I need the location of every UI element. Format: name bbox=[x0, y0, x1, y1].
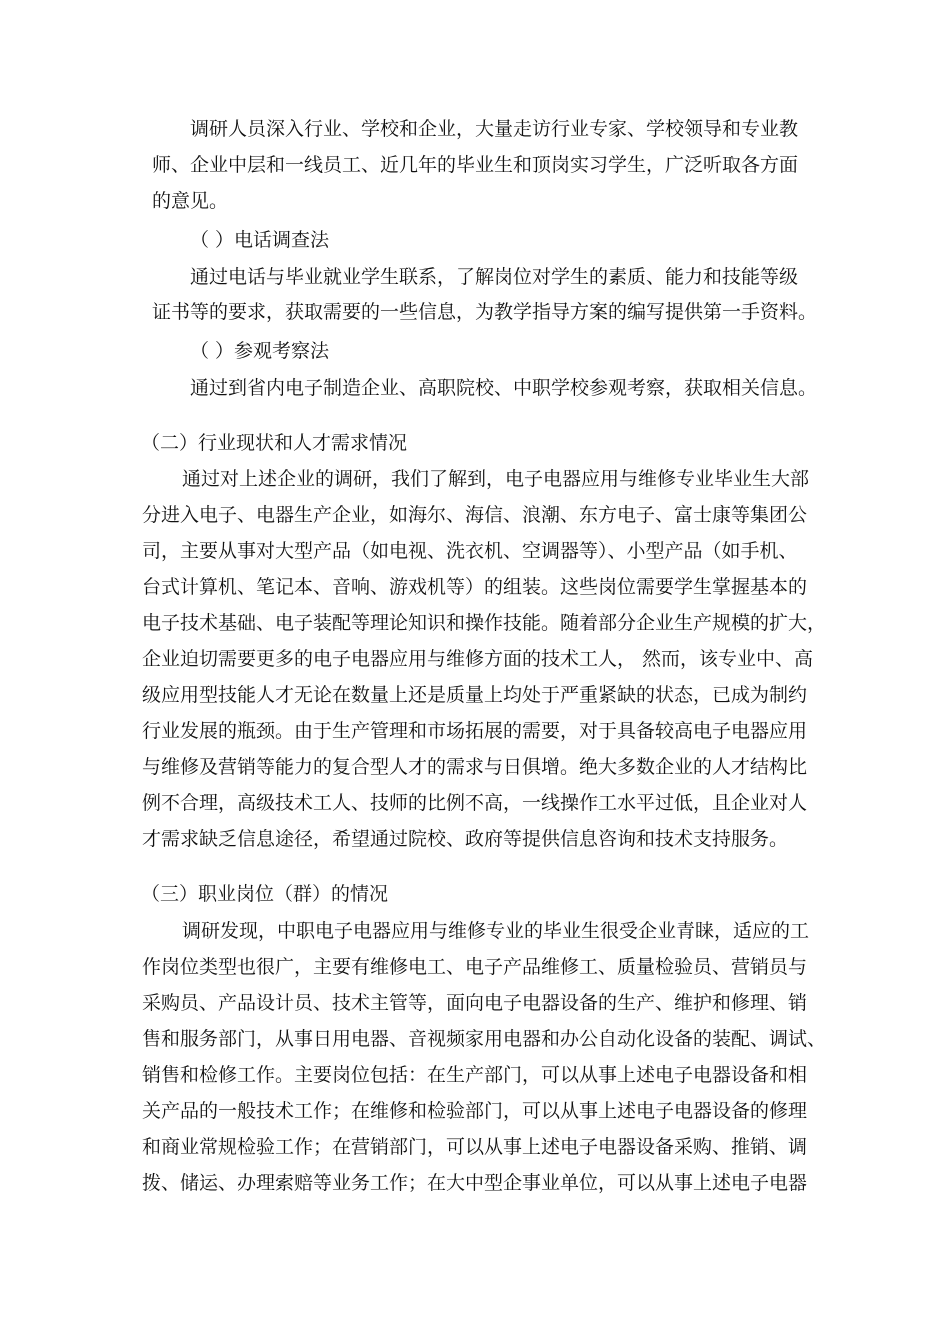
section3-heading: （三）职业岗位（群）的情况 bbox=[141, 883, 389, 905]
section2-line-4: 台式计算机、笔记本、音响、游戏机等）的组装。这些岗位需要学生掌握基本的 bbox=[142, 576, 808, 598]
section3-line-6: 关产品的一般技术工作；在维修和检验部门，可以从事上述电子电器设备的修理 bbox=[142, 1100, 808, 1122]
intro-line-3: 的意见。 bbox=[152, 190, 229, 212]
phone-survey-line-1: 通过电话与毕业就业学生联系，了解岗位对学生的素质、能力和技能等级 bbox=[190, 266, 799, 288]
visit-heading: （ ）参观考察法 bbox=[190, 340, 330, 362]
phone-survey-heading: （ ）电话调查法 bbox=[190, 229, 330, 251]
section2-line-3: 司，主要从事对大型产品（如电视、洗衣机、空调器等）、小型产品（如手机、 bbox=[142, 540, 798, 562]
section2-line-10: 例不合理，高级技术工人、技师的比例不高，一线操作工水平过低，且企业对人 bbox=[142, 792, 808, 814]
section2-line-11: 才需求缺乏信息途径，希望通过院校、政府等提供信息咨询和技术支持服务。 bbox=[142, 828, 789, 850]
section3-line-4: 售和服务部门，从事日用电器、音视频家用电器和办公自动化设备的装配、调试、 bbox=[142, 1028, 827, 1050]
section3-line-8: 拨、储运、办理索赔等业务工作；在大中型企事业单位，可以从事上述电子电器 bbox=[142, 1172, 808, 1194]
section3-line-2: 作岗位类型也很广，主要有维修电工、电子产品维修工、质量检验员、营销员与 bbox=[142, 956, 808, 978]
section2-line-7: 级应用型技能人才无论在数量上还是质量上均处于严重紧缺的状态，已成为制约 bbox=[142, 684, 808, 706]
phone-survey-line-2: 证书等的要求，获取需要的一些信息，为教学指导方案的编写提供第一手资料。 bbox=[152, 301, 818, 323]
section3-line-7: 和商业常规检验工作；在营销部门，可以从事上述电子电器设备采购、推销、调 bbox=[142, 1136, 808, 1158]
section3-line-3: 采购员、产品设计员、技术主管等，面向电子电器设备的生产、维护和修理、销 bbox=[142, 992, 808, 1014]
visit-line-1: 通过到省内电子制造企业、高职院校、中职学校参观考察，获取相关信息。 bbox=[190, 377, 818, 399]
section2-line-9: 与维修及营销等能力的复合型人才的需求与日俱增。绝大多数企业的人才结构比 bbox=[142, 756, 808, 778]
section2-line-2: 分进入电子、电器生产企业，如海尔、海信、浪潮、东方电子、富士康等集团公 bbox=[142, 504, 808, 526]
intro-line-2: 师、企业中层和一线员工、近几年的毕业生和顶岗实习学生，广泛听取各方面 bbox=[152, 154, 799, 176]
section2-line-5: 电子技术基础、电子装配等理论知识和操作技能。随着部分企业生产规模的扩大， bbox=[142, 612, 827, 634]
section2-line-6: 企业迫切需要更多的电子电器应用与维修方面的技术工人， 然而，该专业中、高 bbox=[142, 648, 814, 670]
section2-line-1: 通过对上述企业的调研，我们了解到，电子电器应用与维修专业毕业生大部 bbox=[182, 468, 810, 490]
section2-heading: （二）行业现状和人才需求情况 bbox=[141, 432, 408, 454]
intro-line-1: 调研人员深入行业、学校和企业，大量走访行业专家、学校领导和专业教 bbox=[190, 118, 799, 140]
section3-line-1: 调研发现，中职电子电器应用与维修专业的毕业生很受企业青睐，适应的工 bbox=[182, 920, 810, 942]
section2-line-8: 行业发展的瓶颈。由于生产管理和市场拓展的需要，对于具备较高电子电器应用 bbox=[142, 720, 808, 742]
section3-line-5: 销售和检修工作。主要岗位包括：在生产部门，可以从事上述电子电器设备和相 bbox=[142, 1064, 808, 1086]
